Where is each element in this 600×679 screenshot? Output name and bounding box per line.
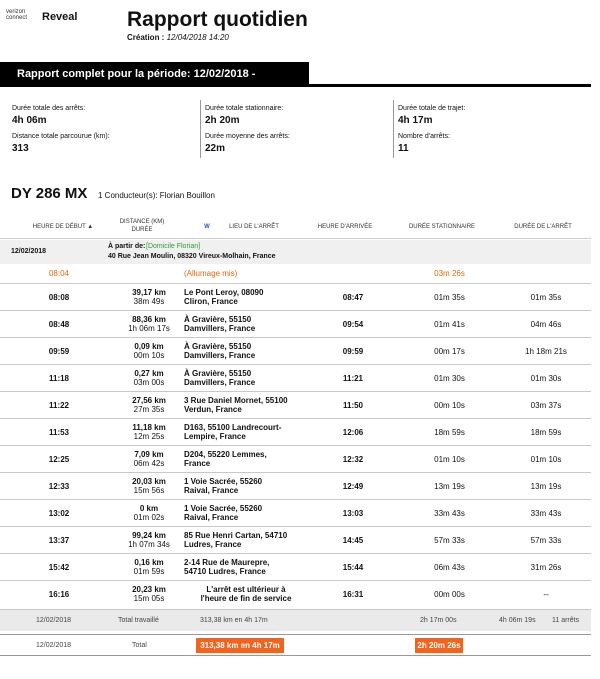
- row-location[interactable]: [180, 473, 308, 500]
- row-start: 13:02: [0, 500, 118, 527]
- row-location[interactable]: [180, 500, 308, 527]
- stat-value: 4h 06m: [12, 115, 47, 126]
- row-duration: 15m 56s: [133, 486, 165, 495]
- row-start: 12:25: [0, 446, 118, 473]
- row-idle: 00m 10s: [398, 392, 501, 419]
- col-w[interactable]: W: [204, 224, 210, 230]
- row-location-line-1: D204, 55220 Lemmes,: [184, 450, 267, 459]
- row-duration: 06m 42s: [133, 459, 165, 468]
- col-start[interactable]: HEURE DE DÉBUT ▲: [32, 224, 94, 230]
- row-stop: 18m 59s: [501, 419, 591, 446]
- row-duration: 01m 02s: [133, 513, 165, 522]
- row-stop: 04m 46s: [501, 311, 591, 338]
- col-stop[interactable]: DURÉE DE L'ARRÊT: [514, 224, 572, 230]
- table-row[interactable]: [0, 338, 591, 365]
- row-distance-km: 0,27 km: [134, 369, 164, 378]
- period-range: 12/02/2018 - 12/02/2018: [17, 68, 256, 105]
- row-location-line-1: D163, 55100 Landrecourt-: [184, 423, 282, 432]
- stat-value: 313: [12, 143, 29, 154]
- stat-stop-count: [398, 133, 450, 154]
- row-duration: 1h 07m 34s: [128, 540, 170, 549]
- row-location-line-1: 3 Rue Daniel Mornet, 55100: [184, 396, 288, 405]
- period-label: Rapport complet pour la période:: [17, 68, 191, 80]
- row-location-line-2: Ludres, France: [184, 540, 242, 549]
- stat-label: Durée totale des arrêts:: [12, 105, 86, 112]
- created-label: Création :: [127, 33, 165, 42]
- table-row[interactable]: [0, 365, 591, 392]
- stat-avg-stop: [205, 133, 290, 154]
- row-arrival: 15:44: [308, 554, 398, 581]
- row-location-line-1: 2-14 Rue de Maurepre,: [184, 558, 270, 567]
- day-date: 12/02/2018: [11, 248, 47, 255]
- row-start: 16:16: [0, 581, 118, 608]
- row-location[interactable]: [180, 419, 308, 446]
- row-duration: 12m 25s: [133, 432, 165, 441]
- total-worked-date: 12/02/2018: [36, 617, 72, 624]
- row-idle: 01m 10s: [398, 446, 501, 473]
- total-worked-distance: 313,38 km en 4h 17m: [200, 617, 268, 624]
- row-idle: 01m 35s: [398, 284, 501, 311]
- row-location-line-1: Le Pont Leroy, 08090: [184, 288, 264, 297]
- total-row: [0, 634, 591, 656]
- row-arrival: 14:45: [308, 527, 398, 554]
- col-arrival[interactable]: HEURE D'ARRIVÉE: [317, 224, 373, 230]
- row-stop: 1h 18m 21s: [501, 338, 591, 365]
- row-distance-km: 11,18 km: [132, 423, 166, 432]
- row-location-line-1: 85 Rue Henri Cartan, 54710: [184, 531, 288, 540]
- day-from-place[interactable]: [Domicile Florian]: [146, 243, 201, 250]
- row-duration: 1h 06m 17s: [128, 324, 170, 333]
- row-distance: [118, 311, 180, 338]
- row-distance-km: 20,03 km: [132, 477, 166, 486]
- row-start: 08:48: [0, 311, 118, 338]
- row-stop: --: [501, 581, 591, 608]
- table-row[interactable]: [0, 500, 591, 527]
- row-idle: 01m 30s: [398, 365, 501, 392]
- row-location[interactable]: [180, 311, 308, 338]
- row-arrival: 12:49: [308, 473, 398, 500]
- day-header: [0, 240, 591, 264]
- row-arrival: 09:59: [308, 338, 398, 365]
- table-row[interactable]: [0, 311, 591, 338]
- row-location[interactable]: [180, 284, 308, 311]
- row-distance: [118, 338, 180, 365]
- row-location[interactable]: [180, 365, 308, 392]
- created-value: 12/04/2018 14:20: [166, 33, 229, 42]
- row-location-line-2: 54710 Ludres, France: [184, 567, 266, 576]
- row-distance-km: 0,09 km: [134, 342, 164, 351]
- row-location-line-1: À Gravière, 55150: [184, 315, 252, 324]
- page-title: Rapport quotidien: [127, 8, 308, 31]
- total-idle: 2h 20m 26s: [415, 638, 463, 653]
- row-stop: 01m 30s: [501, 365, 591, 392]
- row-duration: 15m 05s: [133, 594, 165, 604]
- row-location[interactable]: [180, 581, 308, 608]
- logo-line-2: connect: [6, 15, 28, 21]
- stat-separator: [200, 100, 201, 158]
- row-arrival: 13:03: [308, 500, 398, 527]
- row-idle: 01m 41s: [398, 311, 501, 338]
- row-start: 09:59: [0, 338, 118, 365]
- stat-total-trip: [398, 105, 465, 126]
- row-distance: [118, 581, 180, 608]
- row-stop: 31m 26s: [501, 554, 591, 581]
- row-location-line-2: Cliron, France: [184, 297, 238, 306]
- row-idle: 57m 33s: [398, 527, 501, 554]
- row-arrival: 08:47: [308, 284, 398, 311]
- total-worked-row: [0, 609, 591, 631]
- row-start: 11:53: [0, 419, 118, 446]
- row-arrival: 09:54: [308, 311, 398, 338]
- table-row[interactable]: [0, 527, 591, 554]
- table-row[interactable]: [0, 473, 591, 500]
- stat-value: 22m: [205, 143, 226, 154]
- row-arrival: 12:32: [308, 446, 398, 473]
- table-row[interactable]: [0, 581, 591, 608]
- row-location-line-2: Verdun, France: [184, 405, 242, 414]
- row-distance: [118, 500, 180, 527]
- row-distance-km: 88,36 km: [132, 315, 166, 324]
- total-distance: 313,38 km en 4h 17m: [196, 638, 284, 653]
- row-distance: [118, 527, 180, 554]
- logo: [6, 9, 78, 23]
- row-distance: [118, 419, 180, 446]
- row-start: 11:18: [0, 365, 118, 392]
- row-idle: 33m 43s: [398, 500, 501, 527]
- vehicle-drivers: 1 Conducteur(s): Florian Bouillon: [98, 191, 215, 200]
- stat-value: 2h 20m: [205, 115, 240, 126]
- col-distance[interactable]: [112, 218, 172, 234]
- row-distance: [118, 446, 180, 473]
- row-location[interactable]: [180, 446, 308, 473]
- row-location-line-2: Lempire, France: [184, 432, 246, 441]
- row-location-line-2: l'heure de fin de service: [200, 594, 292, 604]
- total-label: Total: [132, 642, 147, 649]
- period-divider: [309, 84, 591, 87]
- row-location[interactable]: [180, 527, 308, 554]
- col-distance-label: DISTANCE (KM): [119, 219, 165, 225]
- ignition-time: 08:04: [48, 269, 70, 278]
- logo-line-1: verizon: [6, 9, 26, 15]
- row-arrival: 12:06: [308, 419, 398, 446]
- table-row[interactable]: [0, 284, 591, 311]
- total-worked-stop: 4h 06m 19s: [499, 617, 536, 624]
- row-distance-km: 99,24 km: [132, 531, 166, 540]
- row-idle: 18m 59s: [398, 419, 501, 446]
- total-worked-idle: 2h 17m 00s: [420, 617, 457, 624]
- total-worked-label: Total travaillé: [118, 617, 159, 624]
- row-arrival: 11:21: [308, 365, 398, 392]
- row-distance: [118, 365, 180, 392]
- row-idle: 13m 19s: [398, 473, 501, 500]
- row-duration: 00m 10s: [133, 351, 165, 360]
- row-duration: 27m 35s: [133, 405, 165, 414]
- row-idle: 00m 00s: [398, 581, 501, 608]
- day-from-address: 40 Rue Jean Moulin, 08320 Vireux-Molhain, France: [108, 253, 276, 260]
- row-distance-km: 0 km: [139, 504, 159, 513]
- row-distance-km: 0,16 km: [134, 558, 164, 567]
- total-date: 12/02/2018: [36, 642, 72, 649]
- row-location-line-2: Damvillers, France: [184, 324, 256, 333]
- row-distance: [118, 284, 180, 311]
- row-location-line-2: Damvillers, France: [184, 378, 256, 387]
- stat-label: Nombre d'arrêts:: [398, 133, 450, 140]
- table-header: [0, 215, 591, 239]
- table-row[interactable]: [0, 446, 591, 473]
- row-location-line-1: L'arrêt est ultérieur à: [206, 585, 286, 595]
- row-stop: 01m 10s: [501, 446, 591, 473]
- row-duration: 03m 00s: [133, 378, 165, 387]
- col-location[interactable]: LIEU DE L'ARRÊT: [229, 224, 279, 230]
- row-distance-km: 20,23 km: [132, 585, 166, 595]
- row-start: 08:08: [0, 284, 118, 311]
- ignition-idle: 03m 26s: [434, 269, 465, 278]
- row-start: 12:33: [0, 473, 118, 500]
- stat-label: Distance totale parcourue (km):: [12, 133, 110, 140]
- ignition-label: (Allumage mis): [184, 269, 238, 278]
- row-arrival: 11:50: [308, 392, 398, 419]
- row-stop: 57m 33s: [501, 527, 591, 554]
- row-location-line-2: Damvillers, France: [184, 351, 256, 360]
- stat-label: Durée totale de trajet:: [398, 105, 466, 112]
- row-idle: 00m 17s: [398, 338, 501, 365]
- row-duration: 38m 49s: [133, 297, 165, 306]
- row-location-line-2: Raival, France: [184, 513, 239, 522]
- row-stop: 13m 19s: [501, 473, 591, 500]
- row-location-line-1: À Gravière, 55150: [184, 342, 252, 351]
- stat-total-distance: [12, 133, 110, 154]
- stat-label: Durée moyenne des arrêts:: [205, 133, 290, 140]
- row-stop: 33m 43s: [501, 500, 591, 527]
- row-location[interactable]: [180, 554, 308, 581]
- row-distance: [118, 473, 180, 500]
- row-location-line-2: Raival, France: [184, 486, 239, 495]
- row-start: 15:42: [0, 554, 118, 581]
- stat-total-idle: [205, 105, 283, 126]
- row-location-line-1: À Gravière, 55150: [184, 369, 252, 378]
- row-distance-km: 39,17 km: [132, 288, 166, 297]
- col-idle[interactable]: DURÉE STATIONNAIRE: [408, 224, 476, 230]
- row-location-line-2: France: [184, 459, 211, 468]
- row-location-line-1: 1 Voie Sacrée, 55260: [184, 504, 263, 513]
- row-distance-km: 27,56 km: [132, 396, 166, 405]
- brand-name: Reveal: [42, 11, 78, 23]
- stat-total-stop: [12, 105, 85, 126]
- trips-table: [0, 283, 591, 608]
- created-line: [127, 33, 229, 42]
- row-location-line-1: 1 Voie Sacrée, 55260: [184, 477, 263, 486]
- row-distance: [118, 554, 180, 581]
- row-stop: 03m 37s: [501, 392, 591, 419]
- col-duration-label: DURÉE: [131, 227, 153, 233]
- ignition-row: [0, 264, 591, 283]
- row-arrival: 16:31: [308, 581, 398, 608]
- table-row[interactable]: [0, 554, 591, 581]
- stat-value: 4h 17m: [398, 115, 433, 126]
- stat-label: Durée totale stationnaire:: [205, 105, 284, 112]
- row-start: 11:22: [0, 392, 118, 419]
- period-bar: [0, 62, 309, 105]
- row-idle: 06m 43s: [398, 554, 501, 581]
- day-from-label: À partir de:: [108, 243, 146, 250]
- stat-separator: [393, 100, 394, 158]
- row-stop: 01m 35s: [501, 284, 591, 311]
- total-worked-stops: 11 arrêts: [552, 617, 580, 624]
- table-row[interactable]: [0, 419, 591, 446]
- row-distance-km: 7,09 km: [134, 450, 164, 459]
- table-row[interactable]: [0, 392, 591, 419]
- row-duration: 01m 59s: [133, 567, 165, 576]
- stat-value: 11: [398, 143, 409, 154]
- vehicle-plate: DY 286 MX: [11, 185, 88, 202]
- row-distance: [118, 392, 180, 419]
- row-location[interactable]: [180, 338, 308, 365]
- row-start: 13:37: [0, 527, 118, 554]
- row-location[interactable]: [180, 392, 308, 419]
